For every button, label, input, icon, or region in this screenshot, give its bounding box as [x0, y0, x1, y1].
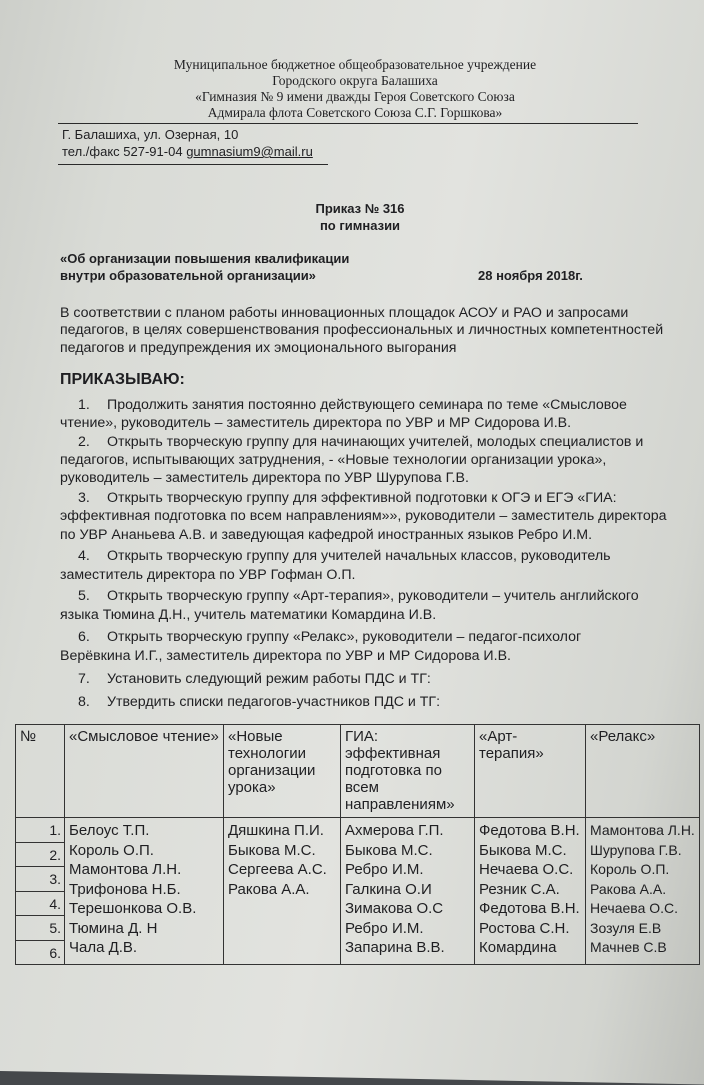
header-divider: [58, 123, 638, 124]
item-line: Открыть творческую группу «Арт-терапия», руководители – учитель английского: [107, 588, 639, 604]
column-smyslovoe-chtenie: [65, 818, 224, 965]
preamble-line: педагогов, в целях совершенствования профессиональных и личностных компетентностей: [60, 322, 664, 338]
institution-line-4: Адмирала флота Советского Союза С.Г. Горшкова»: [207, 105, 503, 120]
item-number: 4.: [78, 548, 90, 564]
participant-name: Комардина: [479, 939, 557, 956]
participant-name: Белоус Т.П.: [69, 822, 150, 839]
participant-name: Король О.П.: [590, 861, 670, 877]
item-number: 2.: [78, 434, 90, 450]
participant-name: Быкова М.С.: [479, 841, 567, 859]
item-line: Открыть творческую группу для учителей начальных классов, руководитель: [107, 548, 611, 564]
column-novye-tekhnologii: [224, 818, 341, 965]
institution-line-2: Городского округа Балашиха: [272, 73, 438, 88]
participant-name: Резник С.А.: [479, 880, 560, 898]
item-line: эффективная подготовка по всем направлениям»», руководители – заместитель директора: [60, 508, 667, 524]
order-subtitle: по гимназии: [319, 218, 401, 233]
participants-table: [15, 724, 700, 965]
item-line: заместитель директора по УВР Гофман О.П.: [60, 567, 356, 583]
participant-name: Зимакова О.С: [345, 900, 444, 917]
order-subject-line-1: «Об организации повышения квалификации: [60, 251, 350, 266]
participant-name: Ростова С.Н.: [479, 919, 570, 937]
participant-name: Ракова А.А.: [228, 880, 310, 898]
participant-name: Трифонова Н.Б.: [69, 880, 181, 898]
participant-name: Ахмерова Г.П.: [345, 822, 444, 839]
item-line: Утвердить списки педагогов-участников ПДС и ТГ:: [107, 694, 441, 710]
participant-name: Король О.П.: [69, 841, 154, 859]
header-number: №: [16, 725, 65, 818]
row-number: 6.: [49, 944, 61, 961]
column-relaks: [586, 818, 700, 965]
row-number: 5.: [16, 916, 64, 941]
participant-name: Шурупова Г.В.: [590, 841, 682, 858]
participant-name: Быкова М.С.: [345, 841, 433, 859]
institution-line-1: Муниципальное бюджетное общеобразовательное учреждение: [173, 57, 537, 72]
item-line: чтение», руководитель – заместитель директора по УВР и МР Сидорова И.В.: [60, 415, 572, 431]
item-line: Открыть творческую группу для начинающих учителей, молодых специалистов и: [107, 434, 644, 450]
contacts-underline: [58, 164, 328, 165]
row-numbers: [16, 818, 65, 965]
participant-name: Быкова М.С.: [228, 841, 316, 859]
participant-name: Галкина О.И: [345, 880, 432, 898]
header-novye-tekhnologii: «Новые технологии организации урока»: [224, 725, 341, 818]
participant-name: Федотова В.Н.: [479, 900, 580, 917]
column-art-terapiya: [475, 818, 586, 965]
item-line: языка Тюмина Д.Н., учитель математики Комардина И.В.: [60, 607, 437, 623]
header-art-terapiya: «Арт-терапия»: [475, 725, 586, 818]
row-number: 4.: [16, 892, 64, 917]
header-gia: ГИА: эффективная подготовка по всем направлениям»: [341, 725, 475, 818]
item-number: 3.: [78, 490, 90, 506]
email-link[interactable]: gumnasium9@mail.ru: [186, 144, 313, 159]
order-title: Приказ № 316: [315, 201, 405, 216]
table-body-row: [16, 818, 700, 965]
preamble: [60, 305, 700, 365]
item-number: 8.: [78, 694, 90, 710]
participant-name: Нечаева О.С.: [479, 861, 574, 878]
participant-name: Мамонтова Л.Н.: [69, 861, 182, 878]
phone-email-line: [62, 144, 313, 159]
participant-name: Федотова В.Н.: [479, 822, 580, 839]
participant-name: Ребро И.М.: [345, 919, 424, 937]
item-number: 1.: [78, 397, 90, 413]
item-line: Установить следующий режим работы ПДС и ТГ:: [107, 671, 431, 687]
participant-name: Мачнев С.В: [590, 939, 667, 955]
participant-name: Сергеева А.С.: [228, 861, 327, 878]
row-number: 1.: [16, 818, 64, 843]
item-number: 6.: [78, 629, 90, 645]
item-line: Продолжить занятия постоянно действующего семинара по теме «Смысловое: [107, 397, 627, 413]
participant-name: Ракова А.А.: [590, 880, 667, 897]
participant-name: Запарина В.В.: [345, 939, 445, 956]
item-line: Верёвкина И.Г., заместитель директора по УВР и МР Сидорова И.В.: [60, 648, 511, 664]
item-line: педагогов, испытывающих затруднения, - «Новые технологии организации урока»,: [60, 452, 607, 468]
order-subject-line-2: внутри образовательной организации»: [60, 268, 316, 283]
header-relaks: «Релакс»: [586, 725, 700, 818]
item-number: 7.: [78, 671, 90, 687]
item-line: Открыть творческую группу для эффективной подготовки к ОГЭ и ЕГЭ «ГИА:: [107, 490, 617, 506]
header-smyslovoe-chtenie: «Смысловое чтение»: [65, 725, 224, 818]
command-heading: ПРИКАЗЫВАЮ:: [60, 371, 185, 388]
participant-name: Зозуля Е.В: [590, 919, 662, 936]
address: Г. Балашиха, ул. Озерная, 10: [62, 127, 239, 142]
item-line: руководитель – заместитель директора по УВР Шурупова Г.В.: [60, 470, 469, 486]
preamble-line: В соответствии с планом работы инновационных площадок АСОУ и РАО и запросами: [60, 305, 629, 321]
participant-name: Тюмина Д. Н: [69, 919, 158, 937]
institution-line-3: «Гимназия № 9 имени дважды Героя Советского Союза: [195, 89, 515, 104]
participant-name: Дяшкина П.И.: [228, 822, 324, 839]
table-header-row: [16, 725, 700, 818]
order-date: 28 ноября 2018г.: [478, 268, 583, 283]
item-line: по УВР Ананьева А.В. и заведующая кафедрой иностранных языков Ребро И.М.: [60, 527, 593, 543]
participant-name: Ребро И.М.: [345, 861, 424, 878]
participant-name: Терешонкова О.В.: [69, 900, 197, 917]
preamble-line: педагогов и предупреждения их эмоционального выгорания: [60, 340, 457, 356]
participant-name: Чала Д.В.: [69, 939, 138, 956]
phone: тел./факс 527-91-04: [62, 144, 183, 159]
participant-name: Мамонтова Л.Н.: [590, 822, 695, 838]
row-number: 3.: [16, 867, 64, 892]
row-number: 2.: [16, 843, 64, 868]
item-line: Открыть творческую группу «Релакс», руководители – педагог-психолог: [107, 629, 582, 645]
item-number: 5.: [78, 588, 90, 604]
column-gia: [341, 818, 475, 965]
participant-name: Нечаева О.С.: [590, 900, 679, 916]
